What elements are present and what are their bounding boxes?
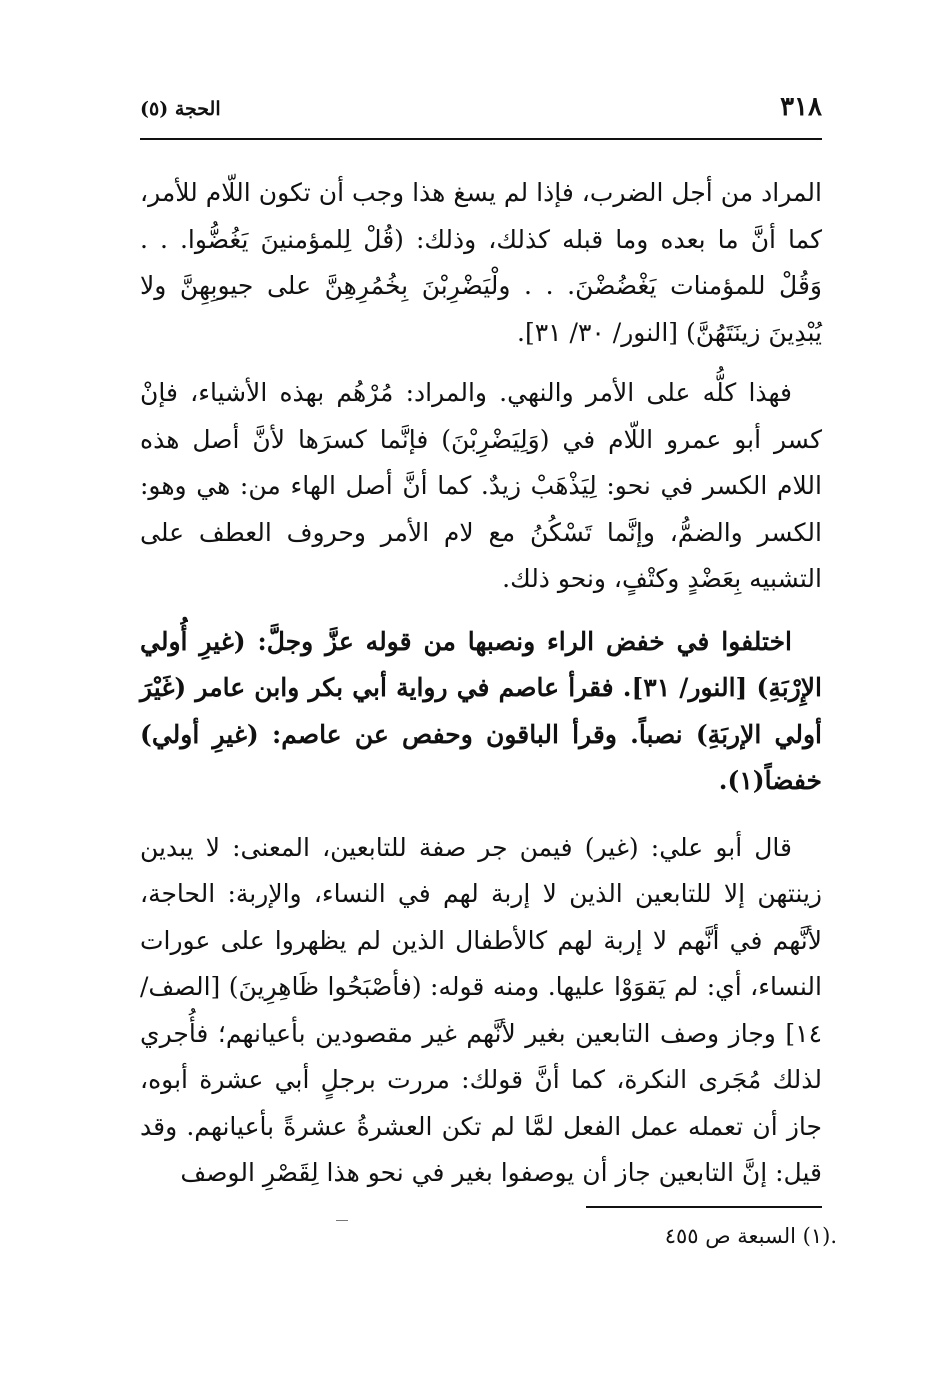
- footnote-divider: [586, 1206, 822, 1208]
- paragraph-3-bold: اختلفوا في خفض الراء ونصبها من قوله عزَّ وجلَّ: (غيرِ أُولي الإِرْبَةِ) [النور/ ٣١]. فقرأ عاصم في رواية أبي بكر وابن عامر (غَيْرَ أولي الإربَةِ) نصباً. وقرأ الباقون وحفص عن عاصم: (غيرِ أولي) خفضاً(١).: [140, 626, 822, 795]
- paragraph-1: المراد من أجل الضرب، فإذا لم يسغ هذا وجب أن تكون اللّام للأمر، كما أنَّ ما بعده وما قبله كذلك، وذلك: (قُلْ لِلمؤمنينَ يَغُضُّوا. . . وَقُلْ للمؤمنات يَغْضُضْنَ. . . ولْيَضْرِبْنَ بِخُمُرِهِنَّ على جيوبِهِنَّ ولا يُبْدِينَ زينَتَهُنَّ) [النور/ ٣٠/ ٣١].: [140, 178, 822, 347]
- footnote: .(١) السبعة ص ٤٥٥: [664, 1224, 837, 1248]
- header-divider: [140, 138, 822, 140]
- page-header: [140, 92, 822, 128]
- printer-mark: [336, 1220, 348, 1221]
- body-text: [140, 170, 822, 1197]
- page-number: ٣١٨: [780, 92, 822, 122]
- paragraph-4: قال أبو علي: (غير) فيمن جر صفة للتابعين، المعنى: لا يبدين زينتهن إلا للتابعين الذين لا إربة لهم في النساء، والإربة: الحاجة، لأنَّهم في أنَّهم لا إربة لهم كالأطفال الذين لم يظهروا على عورات النساء، أي: لم يَقوَوْا عليها. ومنه قوله: (فأصْبَحُوا ظَاهِرِينَ) [الصف/ ١٤] وجاز وصف التابعين بغير لأنَّهم غير مقصودين بأعيانهم؛ فأُجري لذلك مُجَرى النكرة، كما أنَّ قولك: مررت برجلٍ أبي عشرة أبوه، جاز أن تعمله عمل الفعل لمَّا لم تكن العشرةُ عشرةً بأعيانهم. وقد قيل: إنَّ التابعين جاز أن يوصفوا بغير في نحو هذا لِقَصْرِ الوصف: [140, 832, 822, 1187]
- paragraph-2: فهذا كلُّه على الأمر والنهي. والمراد: مُرْهُم بهذه الأشياء، فإنْ كسر أبو عمرو اللّام في (وَلِيَضْرِبْنَ) فإنَّما كسرَها لأنَّ أصل هذه اللام الكسر في نحو: لِيَذْهَبْ زيدٌ. كما أنَّ أصل الهاء من: هي وهو: الكسر والضمُّ، وإنَّما تَسْكُنُ مع لام الأمر وحروف العطف على التشبيه بِعَضْدٍ وكتْفٍ، ونحو ذلك.: [140, 378, 822, 593]
- running-title: الحجة (٥): [140, 98, 221, 120]
